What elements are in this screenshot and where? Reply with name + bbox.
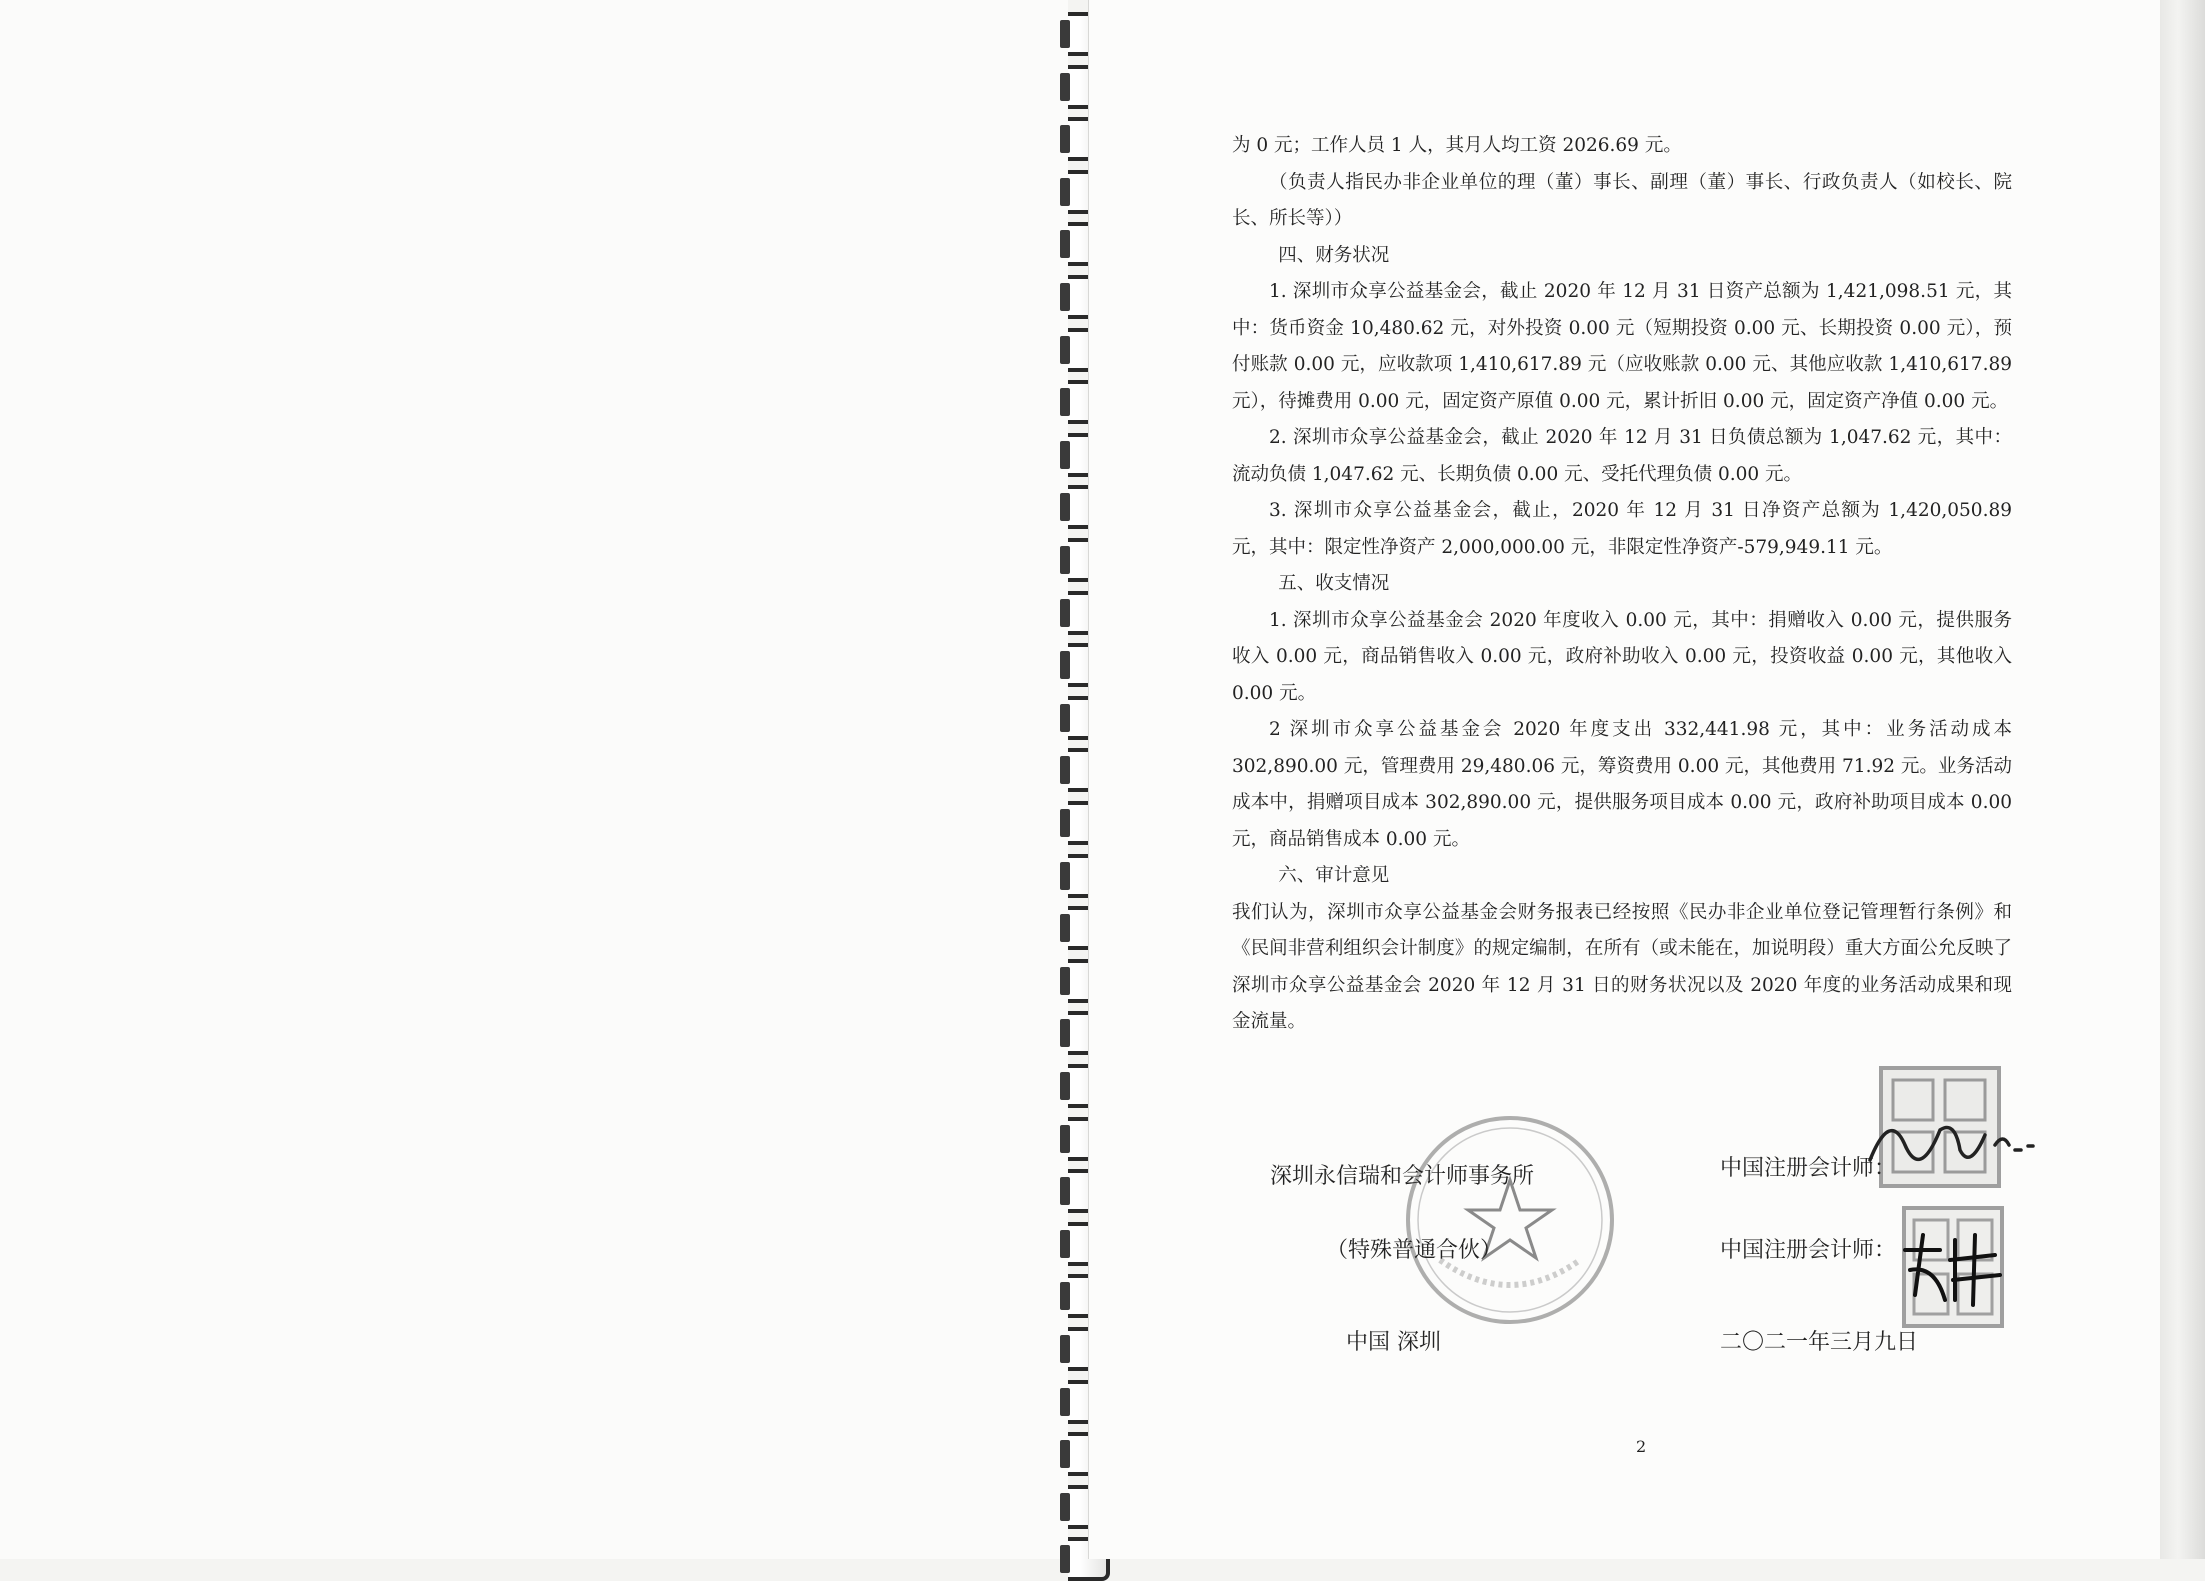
paragraph-liabilities: 2. 深圳市众享公益基金会，截止 2020 年 12 月 31 日负债总额为 1,047.62 元，其中：流动负债 1,047.62 元、长期负债 0.00 元、受托代理负债 0.00 元。 xyxy=(1232,427,2012,485)
handwritten-signature-2 xyxy=(1895,1220,2015,1310)
paragraph-opinion: 我们认为，深圳市众享公益基金会财务报表已经按照《民办非企业单位登记管理暂行条例》和《民间非营利组织会计制度》的规定编制，在所有（或未能在，加说明段）重大方面公允反映了深圳市众享公益基金会 2020 年 12 月 31 日的财务状况以及 2020 年度的业务活动成果和现金流量。 xyxy=(1232,901,2012,1032)
paragraph-assets: 1. 深圳市众享公益基金会，截止 2020 年 12 月 31 日资产总额为 1,421,098.51 元，其中：货币资金 10,480.62 元，对外投资 0.00 元（短期投资 0.00 元、长期投资 0.00 元），预付账款 0.00 元，应收款项 1,410,617.89 元（应收账款 0.00 元、其他应收款 1,410,617.89 元），待摊费用 0.00 元，固定资产原值 0.00 元，累计折旧 0.00 元，固定资产净值 0.00 元。 xyxy=(1232,281,2012,412)
paragraph-income: 1. 深圳市众享公益基金会 2020 年度收入 0.00 元，其中：捐赠收入 0.00 元，提供服务收入 0.00 元，商品销售收入 0.00 元，政府补助收入 0.00 元，投资收益 0.00 元，其他收入 0.00 元。 xyxy=(1232,609,2012,704)
heading-audit-opinion: 六、审计意见 xyxy=(1278,865,1390,886)
firm-type: （特殊普通合伙） xyxy=(1326,1238,1503,1263)
firm-location: 中国 深圳 xyxy=(1346,1330,1441,1355)
paragraph-net-assets: 3. 深圳市众享公益基金会，截止，2020 年 12 月 31 日净资产总额为 1,420,050.89 元，其中：限定性净资产 2,000,000.00 元，非限定性净资产-579,949.11 元。 xyxy=(1232,500,2012,558)
heading-financial-status: 四、财务状况 xyxy=(1278,244,1390,266)
firm-name: 深圳永信瑞和会计师事务所 xyxy=(1270,1164,1535,1189)
left-blank-page xyxy=(0,0,1068,1559)
paragraph-expense: 2 深圳市众享公益基金会 2020 年度支出 332,441.98 元，其中：业务活动成本 302,890.00 元，管理费用 29,480.06 元，筹资费用 0.00 元，其他费用 71.92 元。业务活动成本中，捐赠项目成本 302,890.00 元，提供服务项目成本 0.00 元，政府补助项目成本 0.00 元，商品销售成本 0.00 元。 xyxy=(1232,719,2012,850)
paragraph-note: （负责人指民办非企业单位的理（董）事长、副理（董）事长、行政负责人（如校长、院长、所长等）） xyxy=(1232,171,2012,229)
report-body xyxy=(1232,128,2012,1041)
page-edge xyxy=(2160,0,2205,1559)
paragraph-staff: 为 0 元；工作人员 1 人，其月人均工资 2026.69 元。 xyxy=(1232,135,1682,156)
report-date: 二〇二一年三月九日 xyxy=(1720,1330,1919,1355)
cpa-label-1: 中国注册会计师： xyxy=(1720,1156,1897,1181)
page-number: 2 xyxy=(1636,1437,1647,1456)
cpa-label-2: 中国注册会计师： xyxy=(1720,1238,1897,1263)
firm-seal-stamp xyxy=(1400,1110,1620,1330)
heading-income-expense: 五、收支情况 xyxy=(1278,573,1390,594)
